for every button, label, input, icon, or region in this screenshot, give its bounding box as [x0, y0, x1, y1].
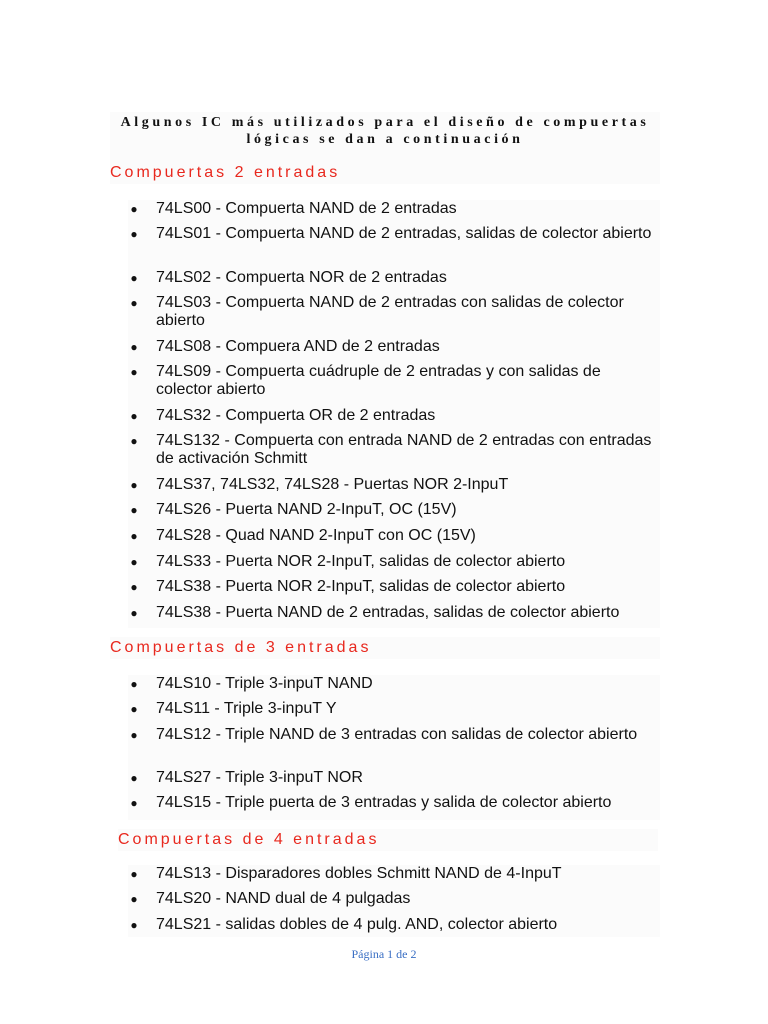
bullet-icon: ●	[130, 702, 138, 716]
bullet-icon: ●	[130, 271, 138, 285]
bullet-icon: ●	[130, 365, 138, 379]
bullet-icon: ●	[130, 771, 138, 785]
list-3-inputs: ● 74LS10 - Triple 3-inpuT NAND ● 74LS11 - Triple 3-inpuT Y ● 74LS12 - Triple NAND de 3 entradas con salidas de colector abierto ● 74LS27 - Triple 3-inpuT NOR ● 74LS15 - Triple puerta de 3 entradas y salida de colector abierto	[128, 675, 660, 820]
section-heading-2-inputs: Compuertas 2 entradas	[110, 162, 660, 184]
bullet-icon: ●	[130, 202, 138, 216]
bullet-icon: ●	[130, 677, 138, 691]
bullet-icon: ●	[130, 434, 138, 448]
bullet-icon: ●	[130, 606, 138, 620]
bullet-icon: ●	[130, 580, 138, 594]
bullet-icon: ●	[130, 296, 138, 310]
bullet-icon: ●	[130, 918, 138, 932]
bullet-icon: ●	[130, 529, 138, 543]
bullet-icon: ●	[130, 867, 138, 881]
bullet-icon: ●	[130, 340, 138, 354]
intro-line-1: Algunos IC más utilizados para el diseño de compuertas	[120, 115, 650, 130]
bullet-icon: ●	[130, 503, 138, 517]
bullet-icon: ●	[130, 728, 138, 742]
bullet-icon: ●	[130, 796, 138, 810]
section-heading-4-inputs: Compuertas de 4 entradas	[118, 829, 658, 851]
bullet-icon: ●	[130, 227, 138, 241]
section-heading-3-inputs: Compuertas de 3 entradas	[110, 637, 660, 659]
list-2-inputs: ● 74LS00 - Compuerta NAND de 2 entradas ● 74LS01 - Compuerta NAND de 2 entradas, salidas de colector abierto ● 74LS02 - Compuerta NOR de 2 entradas ● 74LS03 - Compuerta NAND de 2 entradas con salidas de colector abierto ● 74LS08 - Compuera AND de 2 entradas ● 74LS09 - Compuerta cuádruple de 2 entradas y con salidas de colector abierto ● 74LS32 - Compuerta OR de 2 entradas ● 74LS132 - Compuerta con entrada NAND de 2 entradas con entradas de activación Schmitt ● 74LS37, 74LS32, 74LS28 - Puertas NOR 2-InpuT ● 74LS26 - Puerta NAND 2-InpuT, OC (15V) ● 74LS28 - Quad NAND 2-InpuT con OC (15V) ● 74LS33 - Puerta NOR 2-InpuT, salidas de colector abierto ● 74LS38 - Puerta NOR 2-InpuT, salidas de colector abierto ● 74LS38 - Puerta NAND de 2 entradas, salidas de colector abierto	[128, 200, 660, 628]
intro-line-2: lógicas se dan a continuación	[246, 132, 524, 147]
bullet-icon: ●	[130, 892, 138, 906]
bullet-icon: ●	[130, 478, 138, 492]
list-4-inputs: ● 74LS13 - Disparadores dobles Schmitt NAND de 4-InpuT ● 74LS20 - NAND dual de 4 pulgadas ● 74LS21 - salidas dobles de 4 pulg. AND, colector abierto	[128, 865, 660, 937]
page-number: Página 1 de 2	[351, 947, 417, 961]
bullet-icon: ●	[130, 555, 138, 569]
bullet-icon: ●	[130, 409, 138, 423]
